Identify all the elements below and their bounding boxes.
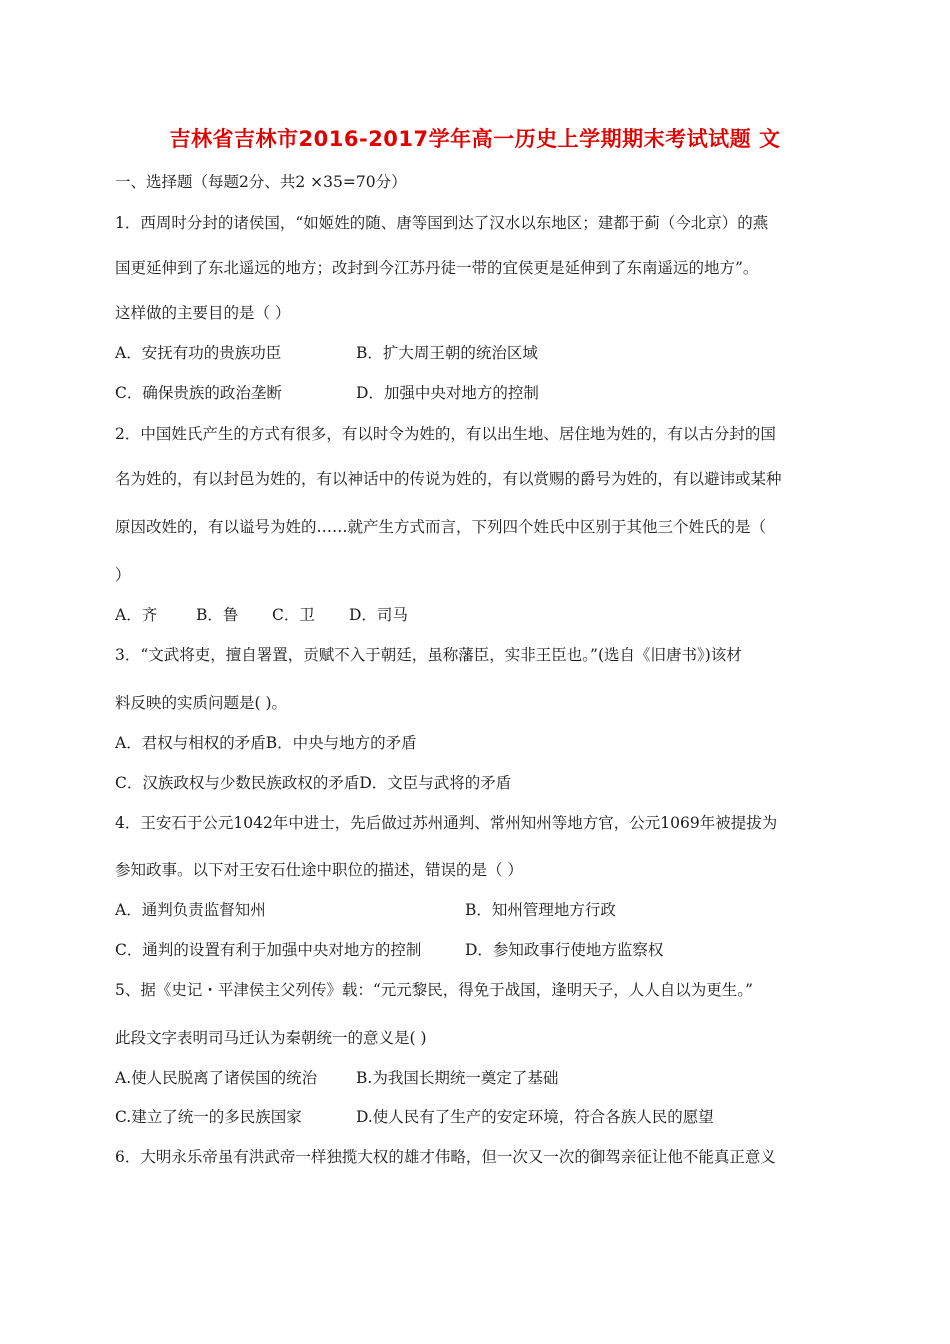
option-c: C．卫 [272, 606, 315, 624]
question-1-line-1: 1．西周时分封的诸侯国，“如姬姓的随、唐等国到达了汉水以东地区；建都于蓟（今北京）的燕 [115, 214, 769, 232]
option-a: A．通判负责监督知州 [115, 901, 266, 919]
option-d: D．司马 [349, 606, 408, 624]
option-b: B．知州管理地方行政 [465, 901, 616, 919]
option-c: C.建立了统一的多民族国家 [115, 1108, 302, 1126]
question-6-line-1: 6．大明永乐帝虽有洪武帝一样独揽大权的雄才伟略，但一次又一次的御驾亲征让他不能真正意义 [115, 1148, 776, 1166]
option-a: A．齐 [115, 606, 158, 624]
question-1-line-2: 国更延伸到了东北遥远的地方；改封到今江苏丹徒一带的宜侯更是延伸到了东南遥远的地方”。 [115, 259, 759, 277]
question-1-line-3: 这样做的主要目的是（ ） [115, 304, 291, 322]
question-5-line-1: 5、据《史记・平津侯主父列传》载：“元元黎民，得免于战国，逢明天子，人人自以为更生。” [115, 981, 753, 999]
question-3-options-row-1: A．君权与相权的矛盾B．中央与地方的矛盾 [115, 734, 417, 752]
question-3-line-1: 3．“文武将吏，擅自署置，贡赋不入于朝廷，虽称藩臣，实非王臣也。”(选自《旧唐书》)该材 [115, 646, 742, 664]
question-5-line-2: 此段文字表明司马迁认为秦朝统一的意义是( ) [115, 1029, 427, 1047]
option-d: D．加强中央对地方的控制 [356, 384, 539, 402]
option-b: B．鲁 [196, 606, 239, 624]
option-c: C．确保贵族的政治垄断 [115, 384, 282, 402]
question-2-line-1: 2．中国姓氏产生的方式有很多，有以时令为姓的，有以出生地、居住地为姓的，有以古分封的国 [115, 425, 776, 443]
question-2-line-2: 名为姓的，有以封邑为姓的，有以神话中的传说为姓的，有以赏赐的爵号为姓的，有以避讳或某种 [115, 470, 782, 488]
question-4-line-1: 4．王安石于公元1042年中进士，先后做过苏州通判、常州知州等地方官，公元1069年被提拔为 [115, 814, 778, 832]
option-a: A．安抚有功的贵族功臣 [115, 344, 282, 362]
section-heading: 一、选择题（每题2分、共2 ×35=70分） [115, 173, 407, 191]
option-b: B.为我国长期统一奠定了基础 [356, 1069, 559, 1087]
option-a: A.使人民脱离了诸侯国的统治 [115, 1069, 318, 1087]
question-3-line-2: 料反映的实质问题是( )。 [115, 694, 288, 712]
option-c: C．通判的设置有利于加强中央对地方的控制 [115, 941, 422, 959]
option-d: D.使人民有了生产的安定环境，符合各族人民的愿望 [356, 1108, 714, 1126]
question-3-options-row-2: C．汉族政权与少数民族政权的矛盾D．文臣与武将的矛盾 [115, 774, 512, 792]
question-2-line-3: 原因改姓的，有以谥号为姓的……就产生方式而言，下列四个姓氏中区别于其他三个姓氏的是（ [115, 518, 767, 536]
exam-title: 吉林省吉林市2016-2017学年高一历史上学期期末考试试题 文 [169, 127, 781, 151]
option-b: B．扩大周王朝的统治区域 [356, 344, 538, 362]
question-4-line-2: 参知政事。以下对王安石仕途中职位的描述，错误的是（ ） [115, 861, 523, 879]
question-2-line-4: ） [115, 566, 131, 584]
option-d: D．参知政事行使地方监察权 [465, 941, 664, 959]
